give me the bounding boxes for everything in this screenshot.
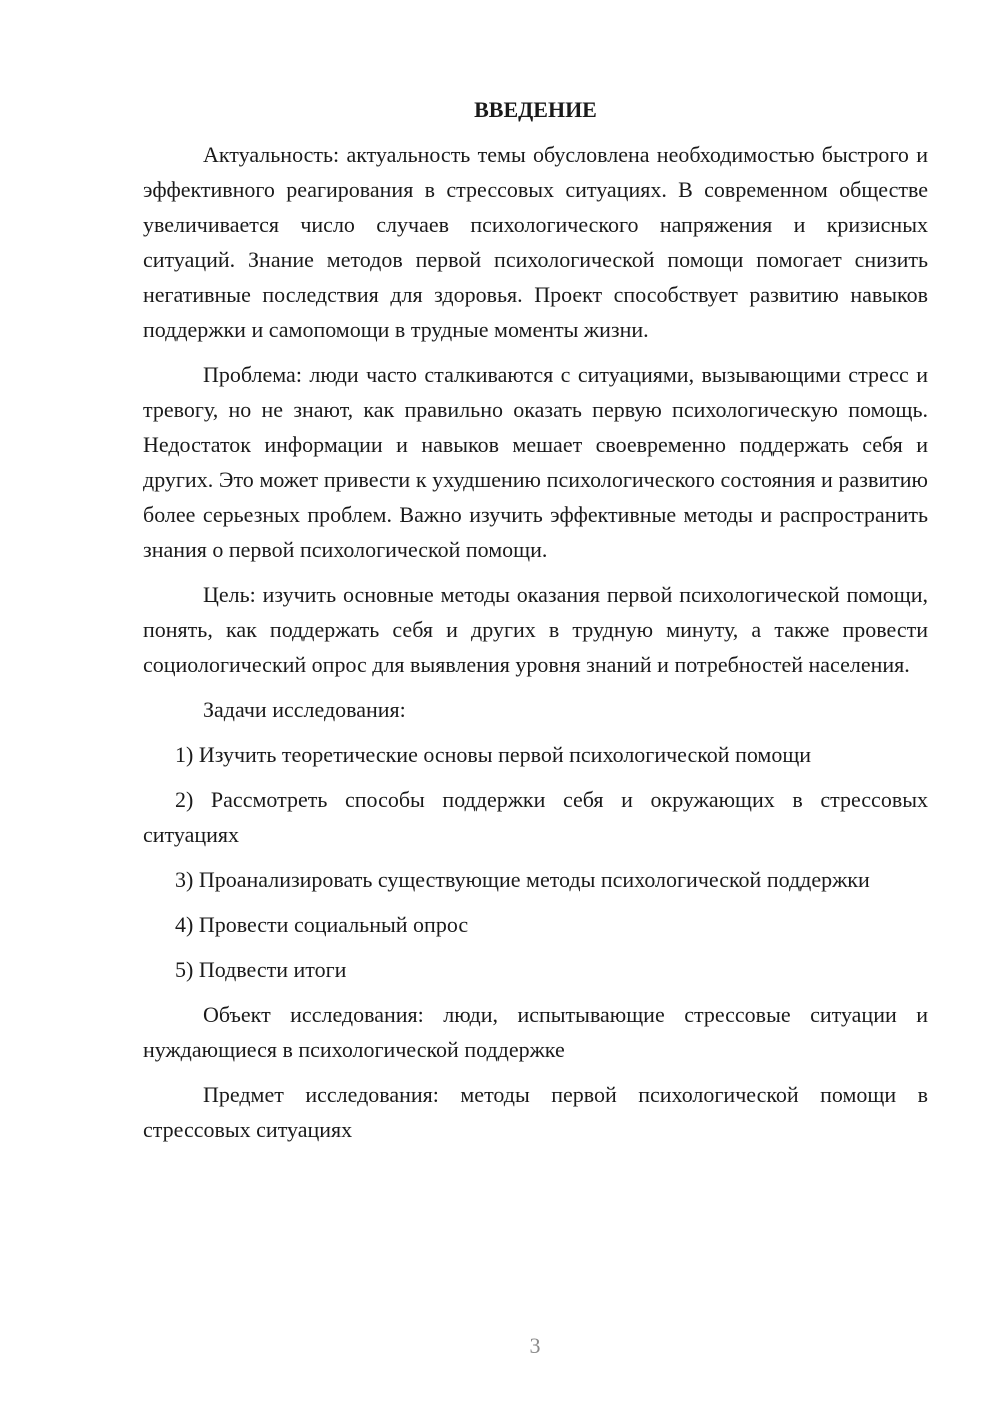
task-item-2: 2) Рассмотреть способы поддержки себя и окружающих в стрессовых ситуациях [143,787,928,847]
task-item-4: 4) Провести социальный опрос [175,912,469,937]
task-item-5: 5) Подвести итоги [175,957,347,982]
paragraph-problem: Проблема: люди часто сталкиваются с ситуациями, вызывающими стресс и тревогу, но не знают, как правильно оказать первую психологическую помощь. Недостаток информации и навыков мешает своевременно поддержать себя и других. Это может привести к ухудшению психологического состояния и развитию более серьезных проблем. Важно изучить эффективные методы и распространить знания о первой психологической помощи. [143,362,928,562]
page-number: 3 [529,1333,541,1358]
task-item-3: 3) Проанализировать существующие методы психологической поддержки [175,867,870,892]
paragraph-object: Объект исследования: люди, испытывающие стрессовые ситуации и нуждающиеся в психологической поддержке [143,1002,928,1062]
paragraph-subject: Предмет исследования: методы первой психологической помощи в стрессовых ситуациях [143,1082,928,1142]
tasks-title: Задачи исследования: [203,697,406,722]
section-heading: ВВЕДЕНИЕ [474,97,597,122]
paragraph-goal: Цель: изучить основные методы оказания первой психологической помощи, понять, как поддержать себя и других в трудную минуту, а также провести социологический опрос для выявления уровня знаний и потребностей населения. [143,582,928,677]
paragraph-relevance: Актуальность: актуальность темы обусловлена необходимостью быстрого и эффективного реагирования в стрессовых ситуациях. В современном обществе увеличивается число случаев психологического напряжения и кризисных ситуаций. Знание методов первой психологической помощи помогает снизить негативные последствия для здоровья. Проект способствует развитию навыков поддержки и самопомощи в трудные моменты жизни. [143,142,928,342]
task-item-1: 1) Изучить теоретические основы первой психологической помощи [175,742,812,767]
page-content [143,92,928,1157]
